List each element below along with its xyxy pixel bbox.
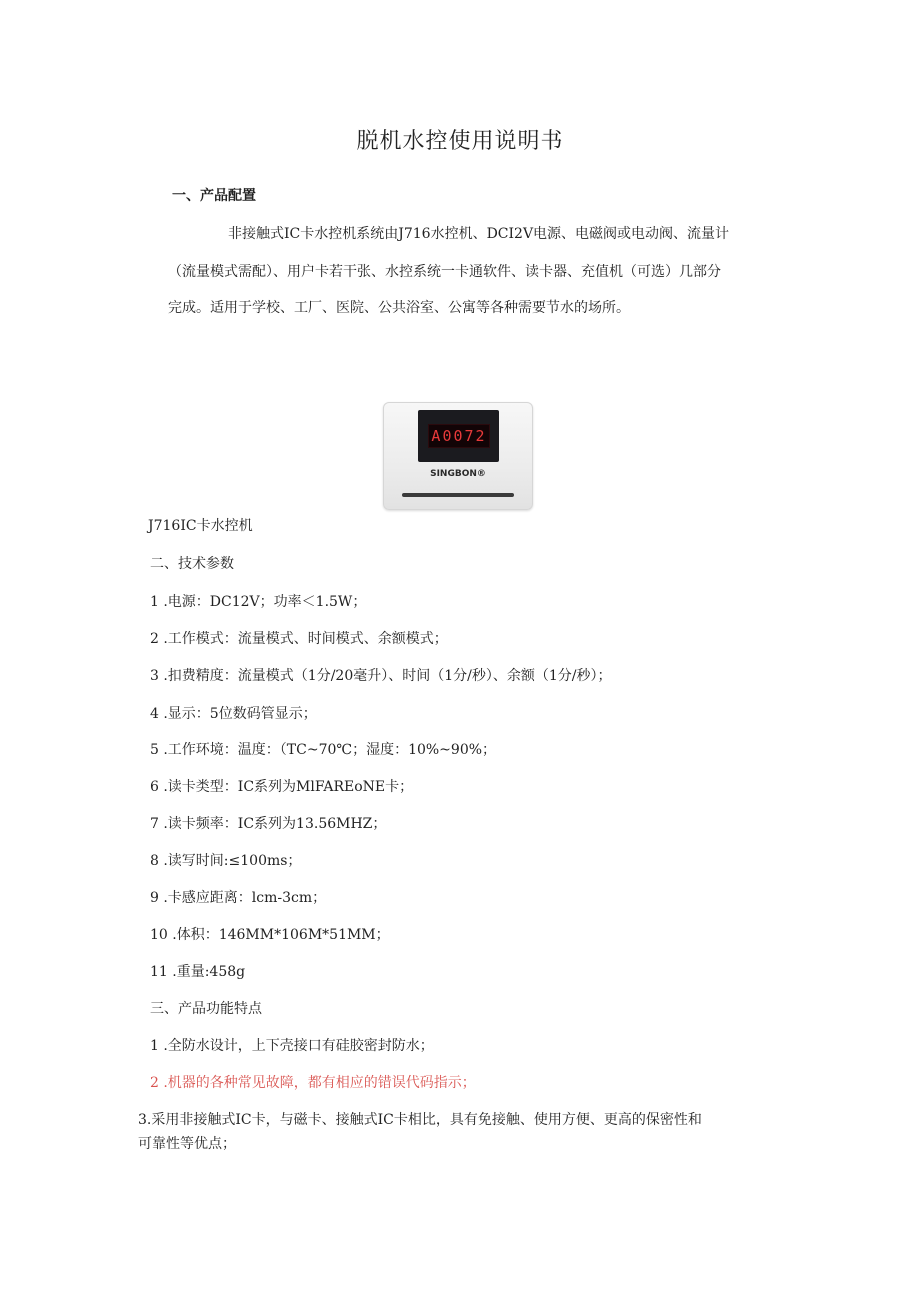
page-title: 脱机水控使用说明书 <box>356 129 564 154</box>
paragraph-line: 完成。适用于学校、工厂、医院、公共浴室、公寓等各种需要节水的场所。 <box>168 300 630 316</box>
section-heading-features: 三、产品功能特点 <box>150 1001 262 1017</box>
list-item: 2 .工作模式：流量模式、时间模式、余额模式； <box>150 631 448 647</box>
list-item: 3 .扣费精度：流量模式（1分/20毫升）、时间（1分/秒）、余额（1分/秒）； <box>150 668 612 684</box>
list-item-highlighted: 2 .机器的各种常见故障，都有相应的错误代码指示； <box>150 1075 476 1091</box>
list-item: 10 .体积：146MM*106M*51MM； <box>150 927 390 943</box>
card-slot <box>402 493 514 497</box>
section-heading-product-config: 一、产品配置 <box>172 188 256 204</box>
list-item: 7 .读卡频率：IC系列为13.56MHZ； <box>150 816 387 832</box>
device-image <box>383 402 533 510</box>
list-item: 5 .工作环境：温度：（TC~70℃；湿度：10%~90%； <box>150 742 497 758</box>
device-display: A0072 <box>428 424 490 448</box>
paragraph-line: 非接触式IC卡水控机系统由J716水控机、DCI2V电源、电磁阀或电动阀、流量计 <box>228 226 730 242</box>
list-item: 9 .卡感应距离：lcm-3cm； <box>150 890 327 906</box>
list-item-continued: 可靠性等优点； <box>138 1136 236 1152</box>
image-caption: J716IC卡水控机 <box>148 518 253 534</box>
list-item: 11 .重量:458g <box>150 964 246 980</box>
list-item: 1 .全防水设计，上下壳接口有硅胶密封防水； <box>150 1038 434 1054</box>
list-item: 8 .读写时间:≤100ms； <box>150 853 302 869</box>
paragraph-line: （流量模式需配）、用户卡若干张、水控系统一卡通软件、读卡器、充值机（可选）几部分 <box>168 264 721 280</box>
list-item: 4 .显示：5位数码管显示； <box>150 706 317 722</box>
device-brand-logo: SINGBON® <box>430 469 486 479</box>
section-heading-tech-params: 二、技术参数 <box>150 556 234 572</box>
list-item: 6 .读卡类型：IC系列为MlFAREoNE卡； <box>150 779 414 795</box>
list-item: 1 .电源：DC12V；功率＜1.5W； <box>150 594 367 610</box>
list-item: 3.采用非接触式IC卡，与磁卡、接触式IC卡相比，具有免接触、使用方便、更高的保密性和 <box>138 1112 702 1128</box>
device-panel <box>418 410 499 462</box>
